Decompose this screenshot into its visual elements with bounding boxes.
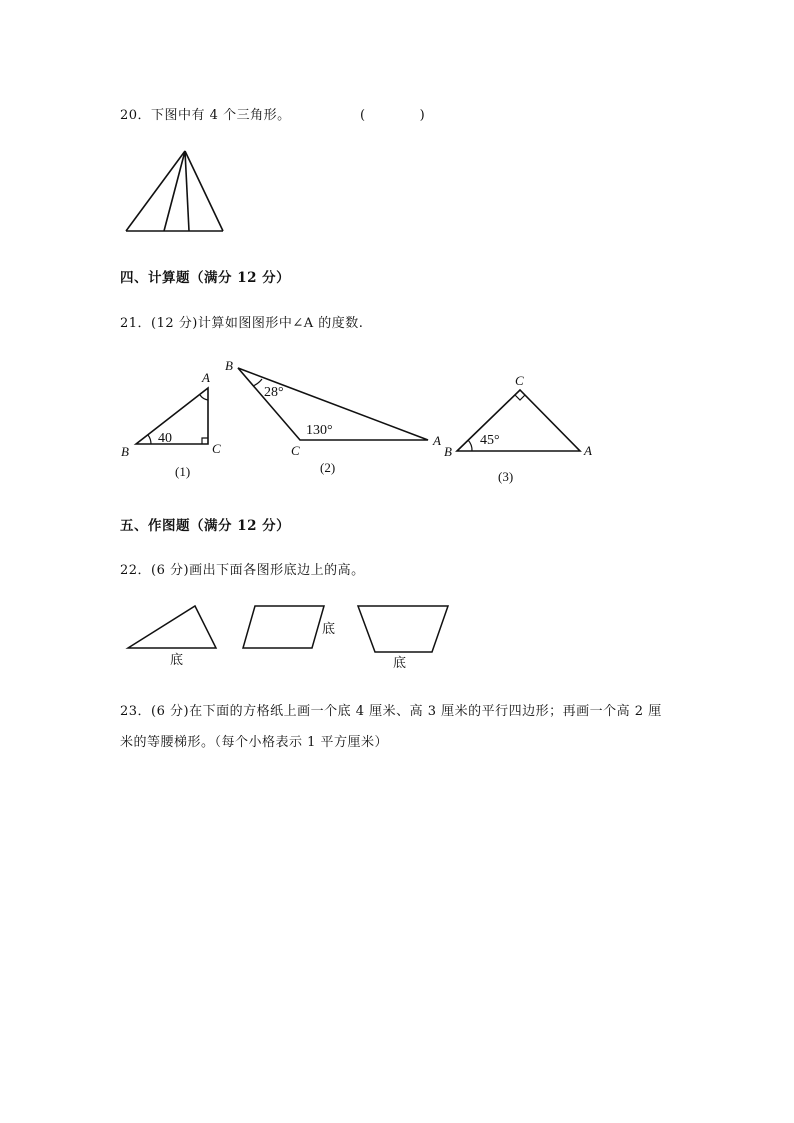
q21-figure-1 <box>118 368 228 483</box>
q23-line-1: 23．(6 分)在下面的方格纸上画一个底 4 厘米、高 3 厘米的平行四边形；再画一个高 2 厘 <box>120 704 662 719</box>
q21-text: 21．(12 分)计算如图图形中∠A 的度数. <box>120 316 364 331</box>
figure1-caption: (1) <box>175 464 191 479</box>
q22-triangle <box>128 606 216 648</box>
figure3-label-a: A <box>584 443 592 458</box>
q22-parallelogram-base-label: 底 <box>322 621 336 636</box>
section-4-title: 四、计算题（满分 12 分） <box>120 270 291 286</box>
figure1-right-angle-mark <box>202 438 208 444</box>
q23-line-2: 米的等腰梯形。（每个小格表示 1 平方厘米） <box>120 735 389 750</box>
figure1-label-a: A <box>202 370 210 385</box>
q21-figure-3 <box>440 370 600 490</box>
q22-trapezoid <box>358 606 448 652</box>
q21-figure-2 <box>220 354 450 479</box>
figure1-triangle <box>136 388 208 444</box>
q22-triangle-base-label: 底 <box>170 652 184 667</box>
figure2-angle-c-value: 130° <box>306 423 333 438</box>
figure2-angle-b-value: 28° <box>264 385 284 400</box>
figure3-caption: (3) <box>498 469 514 484</box>
q20-triangle-figure <box>120 145 235 237</box>
figure2-label-a: A <box>433 433 441 448</box>
figure1-angle-value: 40 <box>158 431 172 446</box>
q20-text: 20．下图中有 4 个三角形。 <box>120 108 291 123</box>
figure1-angle-b-arc <box>148 435 151 444</box>
figure2-angle-b-arc <box>253 379 262 386</box>
figure2-label-c: C <box>291 443 300 458</box>
q22-trapezoid-base-label: 底 <box>393 655 407 670</box>
q20-triangle-lines <box>126 151 223 231</box>
q22-figures <box>120 596 460 674</box>
figure1-label-c: C <box>212 441 221 456</box>
figure3-label-b: B <box>444 444 452 459</box>
q22-parallelogram <box>243 606 324 648</box>
q20-answer-bracket: ( ) <box>360 108 426 123</box>
figure1-label-b: B <box>121 444 129 459</box>
figure3-angle-value: 45° <box>480 433 500 448</box>
figure3-label-c: C <box>515 373 524 388</box>
figure2-label-b: B <box>225 358 233 373</box>
figure3-right-angle-mark <box>515 395 525 400</box>
figure2-triangle <box>238 368 428 440</box>
section-5-title: 五、作图题（满分 12 分） <box>120 518 291 534</box>
figure3-angle-b-arc <box>468 440 472 451</box>
q22-text: 22．(6 分)画出下面各图形底边上的高。 <box>120 563 365 578</box>
figure2-caption: (2) <box>320 460 336 475</box>
figure1-angle-a-arc <box>200 395 208 400</box>
